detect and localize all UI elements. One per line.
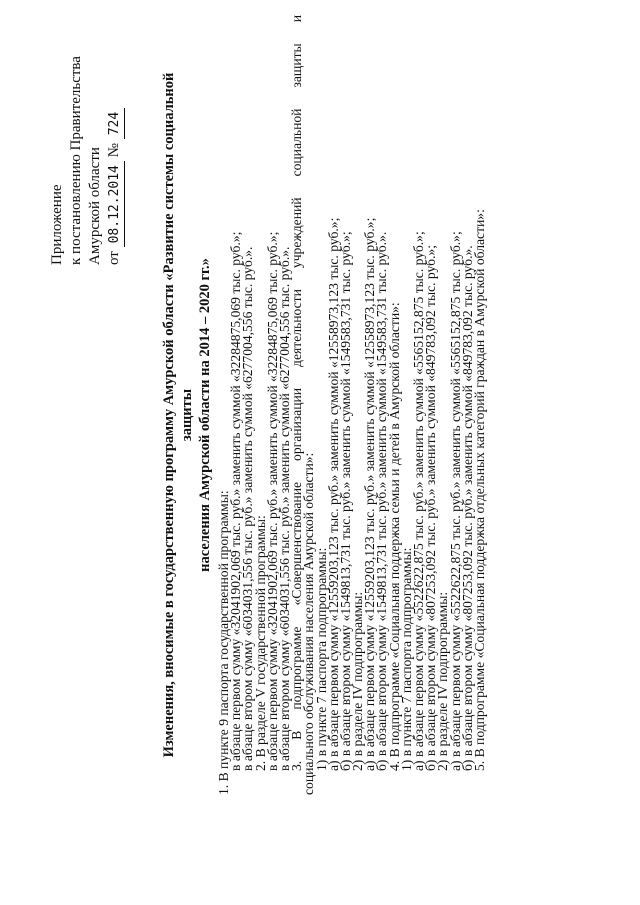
body-line: а) в абзаце первом сумму «5522622,875 тыс. руб.» заменить суммой «5565152,875 тыс. руб.»;: [411, 231, 426, 771]
body-line: б) в абзаце втором сумму «807253,092 тыс. руб.» заменить суммой «849783,092 тыс. руб.»;: [423, 244, 439, 771]
document-body: [218, 15, 486, 795]
annex-number-prefix: №: [106, 143, 122, 158]
body-line: а) в абзаце первом сумму «12559203,123 тыс. руб.» заменить суммой «12558973,123 тыс. руб.»;: [362, 217, 378, 771]
body-line: 1. В пункте 9 паспорта государственной программы:: [216, 490, 231, 795]
body-line: в абзаце втором сумму «6034031,556 тыс. руб.» заменить суммой «6277004,556 тыс. руб.».: [276, 246, 292, 771]
body-line: б) в абзаце втором сумму «807253,092 тыс. руб.» заменить суммой «849783,092 тыс. руб.».: [459, 245, 475, 771]
body-line: в абзаце первом сумму «32041902,069 тыс. руб.» заменить суммой «32284875,069 тыс. руб.»;: [228, 231, 244, 771]
annex-number: 724: [105, 108, 125, 139]
body-line: 5. В подпрограмме «Социальная поддержка отдельных категорий граждан в Амурской области»:: [471, 209, 487, 771]
body-line: в абзаце втором сумму «6034031,556 тыс. руб.» заменить суммой «6277004,556 тыс. руб.».: [240, 246, 256, 771]
body-line: а) в абзаце первом сумму «12559203,123 тыс. руб.» заменить суммой «12558973,123 тыс. руб.»;: [325, 217, 341, 771]
body-line: 2. В разделе V государственной программы:: [252, 515, 268, 771]
body-line: 2) в разделе IV подпрограммы:: [350, 591, 366, 771]
document-title-line-2: населения Амурской области на 2014 – 2020 гг.»: [197, 258, 213, 572]
body-line: в абзаце первом сумму «32041902,069 тыс. руб.» заменить суммой «32284875,069 тыс. руб.»;: [264, 231, 280, 771]
document-title: [160, 65, 214, 765]
document-title-line-1: Изменения, вносимые в государственную программу Амурской области «Развитие системы социальной защиты: [161, 72, 195, 758]
body-line: 3. В подпрограмме «Совершенствование организации деятельности учреждений социальной защиты и: [289, 15, 305, 771]
body-line: 1) в пункте 7 паспорта подпрограммы:: [398, 547, 414, 771]
body-line: а) в абзаце первом сумму «5522622,875 тыс. руб.» заменить суммой «5565152,875 тыс. руб.»;: [447, 231, 463, 771]
annex-region-line: Амурской области: [87, 147, 103, 265]
body-line: б) в абзаце втором сумму «1549813,731 тыс. руб.» заменить суммой «1549583,731 тыс. руб.».: [374, 231, 390, 771]
annex-header: [48, 56, 125, 265]
body-line: 2) в разделе IV подпрограммы:: [435, 591, 451, 771]
annex-label: Приложение: [49, 184, 65, 265]
annex-resolution-line: к постановлению Правительства: [68, 56, 84, 265]
body-line: б) в абзаце втором сумму «1549813,731 тыс. руб.» заменить суммой «1549583,731 тыс. руб.»;: [337, 231, 353, 771]
body-line: социального обслуживания населения Амурской области»:: [301, 452, 317, 795]
body-line: 4. В подпрограмме «Социальная поддержка семьи и детей в Амурской области»:: [386, 302, 402, 771]
annex-date-number-line: [105, 65, 125, 265]
annex-date: 08.12.2014: [105, 161, 125, 247]
annex-from-prefix: от: [106, 251, 122, 265]
body-line: 1) в пункте 7 паспорта подпрограммы:: [313, 547, 329, 771]
